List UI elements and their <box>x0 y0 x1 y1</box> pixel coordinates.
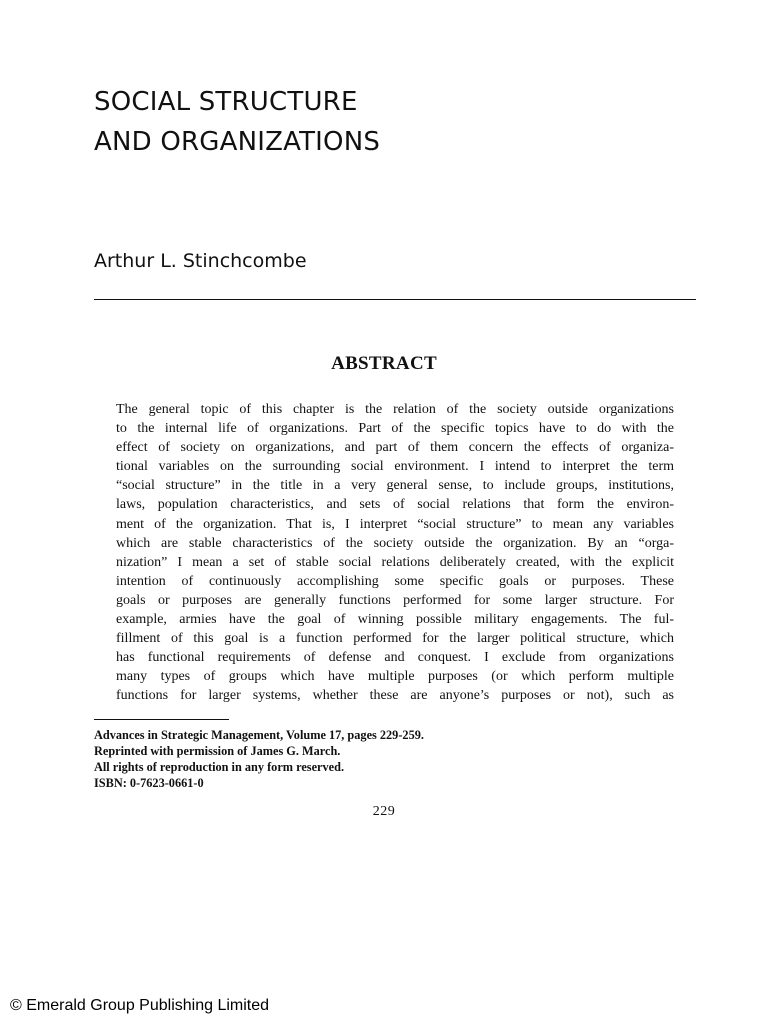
abstract-line: goals or purposes are generally functions performed for some larger structure. For <box>116 592 674 608</box>
abstract-line: has functional requirements of defense and conquest. I exclude from organizations <box>116 650 674 666</box>
abstract-line: to the internal life of organizations. Part of the specific topics have to do with the <box>116 421 674 437</box>
abstract-line: tional variables on the surrounding social environment. I intend to interpret the term <box>116 459 674 475</box>
copyright-notice: © Emerald Group Publishing Limited <box>10 997 270 1014</box>
abstract-line: functions for larger systems, whether these are anyone’s purposes or not), such as <box>116 688 674 704</box>
footnote-divider <box>94 719 229 720</box>
title-line-2: AND ORGANIZATIONS <box>94 127 381 157</box>
abstract-line: many types of groups which have multiple purposes (or which perform multiple <box>116 669 674 685</box>
abstract-line: ment of the organization. That is, I interpret “social structure” to mean any variables <box>116 516 674 532</box>
abstract-line: The general topic of this chapter is the relation of the society outside organizations <box>116 402 674 417</box>
abstract-body <box>116 400 674 706</box>
abstract-line: effect of society on organizations, and part of them concern the effects of organiza- <box>116 440 674 456</box>
chapter-title <box>94 82 380 162</box>
abstract-heading: ABSTRACT <box>331 353 437 374</box>
page-number: 229 <box>372 804 396 819</box>
footnote-line-isbn: ISBN: 0-7623-0661-0 <box>94 776 204 790</box>
abstract-line: “social structure” in the title in a very general sense, to include groups, institutions, <box>116 478 674 494</box>
abstract-line: nization” I mean a set of stable social relations deliberately created, with the explicit <box>116 554 674 570</box>
title-divider <box>94 299 696 300</box>
footnote-line-rights: All rights of reproduction in any form reserved. <box>94 760 345 774</box>
abstract-line: example, armies have the goal of winning possible military engagements. The ful- <box>116 612 674 628</box>
abstract-line: intention of continuously accomplishing some specific goals or purposes. These <box>116 573 674 589</box>
title-line-1: SOCIAL STRUCTURE <box>94 87 358 117</box>
footnote-line-permission: Reprinted with permission of James G. March. <box>94 744 341 758</box>
abstract-line: fillment of this goal is a function performed for the larger political structure, which <box>116 631 674 647</box>
footnote-line-source: Advances in Strategic Management, Volume 17, pages 229-259. <box>94 728 424 742</box>
footnote <box>94 727 424 791</box>
abstract-line: laws, population characteristics, and sets of social relations that form the environ- <box>116 497 674 513</box>
author-name: Arthur L. Stinchcombe <box>94 250 307 272</box>
abstract-line: which are stable characteristics of the society outside the organization. By an “orga- <box>116 535 674 551</box>
